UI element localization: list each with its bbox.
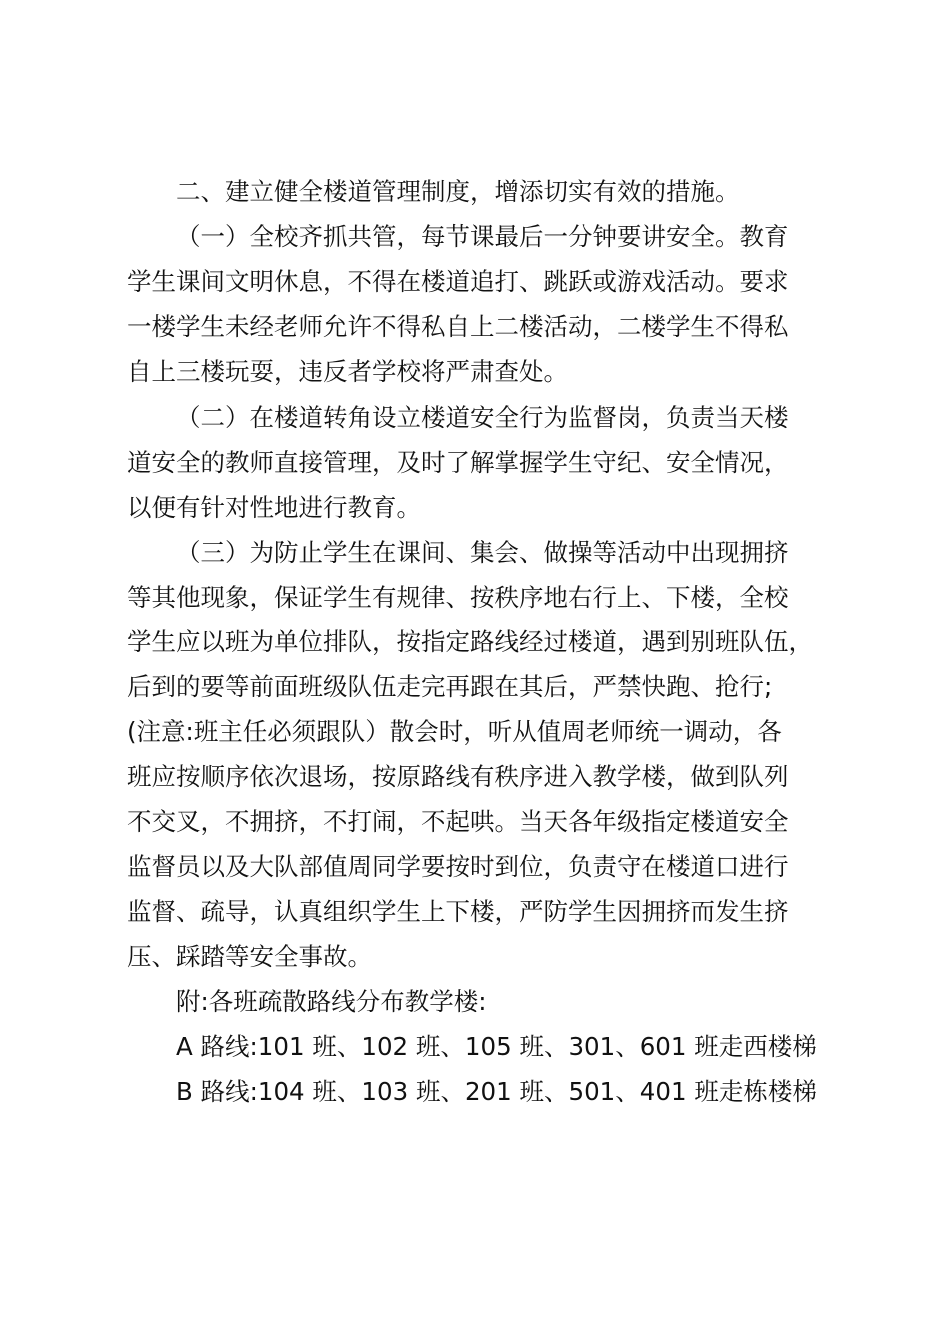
paragraph-line: 等其他现象，保证学生有规律、按秩序地右行上、下楼，全校 — [127, 583, 789, 612]
route-b-line: B 路线:104 班、103 班、201 班、501、401 班走栋楼梯 — [176, 1077, 817, 1106]
paragraph-line: （二）在楼道转角设立楼道安全行为监督岗，负责当天楼 — [176, 403, 789, 432]
paragraph-line: （一）全校齐抓共管，每节课最后一分钟要讲安全。教育 — [176, 222, 789, 251]
section-heading: 二、建立健全楼道管理制度，增添切实有效的措施。 — [176, 177, 740, 206]
appendix-heading: 附:各班疏散路线分布教学楼: — [176, 987, 487, 1016]
paragraph-line: 以便有针对性地进行教育。 — [127, 493, 421, 522]
paragraph-line: 学生课间文明休息，不得在楼道追打、跳跃或游戏活动。要求 — [127, 267, 789, 296]
paragraph-line: （三）为防止学生在课间、集会、做操等活动中出现拥挤 — [176, 538, 789, 567]
paragraph-line: 压、踩踏等安全事故。 — [127, 942, 372, 971]
paragraph-line: 自上三楼玩耍，违反者学校将严肃查处。 — [127, 357, 568, 386]
paragraph-line: 学生应以班为单位排队，按指定路线经过楼道，遇到别班队伍， — [127, 627, 813, 656]
paragraph-line: 监督、疏导，认真组织学生上下楼，严防学生因拥挤而发生挤 — [127, 897, 789, 926]
paragraph-line: 不交叉，不拥挤，不打闹，不起哄。当天各年级指定楼道安全 — [127, 807, 789, 836]
paragraph-line: 后到的要等前面班级队伍走完再跟在其后，严禁快跑、抢行; — [127, 672, 773, 701]
route-a-line: A 路线:101 班、102 班、105 班、301、601 班走西楼梯 — [176, 1032, 817, 1061]
paragraph-line: 班应按顺序依次退场，按原路线有秩序进入教学楼，做到队列 — [127, 762, 789, 791]
paragraph-line: 一楼学生未经老师允许不得私自上二楼活动，二楼学生不得私 — [127, 312, 789, 341]
paragraph-line: (注意:班主任必须跟队）散会时，听从值周老师统一调动，各 — [127, 717, 782, 746]
paragraph-line: 道安全的教师直接管理，及时了解掌握学生守纪、安全情况， — [127, 448, 789, 477]
paragraph-line: 监督员以及大队部值周同学要按时到位，负责守在楼道口进行 — [127, 852, 789, 881]
